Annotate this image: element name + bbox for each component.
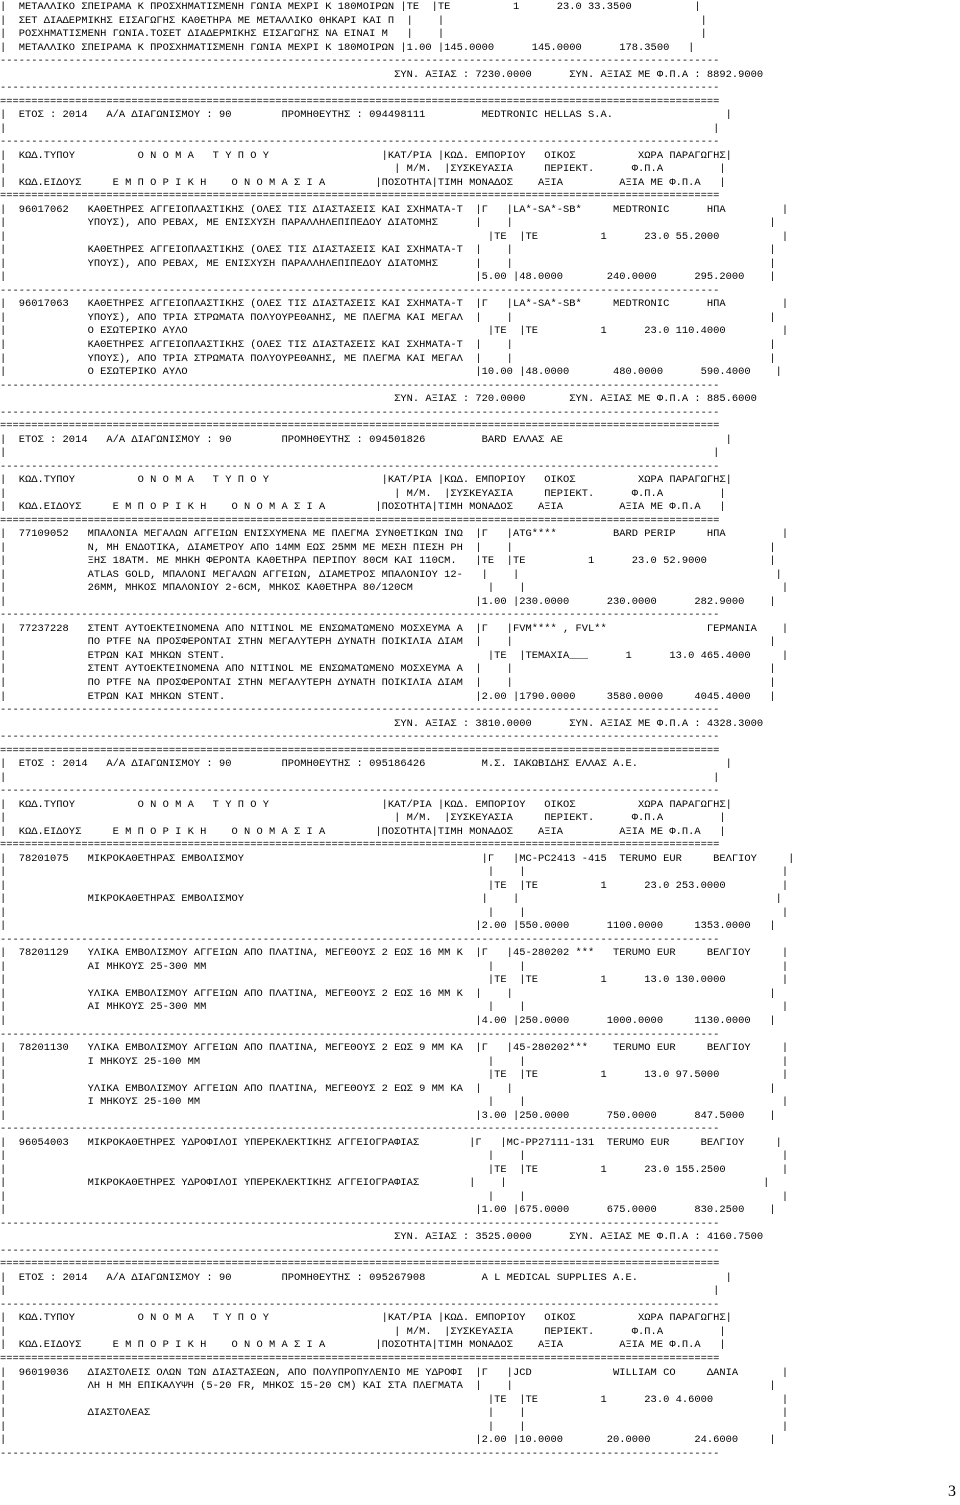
text-line: | ΚΑΘΕΤΗΡΕΣ ΑΓΓΕΙΟΠΛΑΣΤΙΚΗΣ (ΟΛΕΣ ΤΙΣ ΔΙΑΣΤΑΣΕΙΣ ΚΑΙ ΣΧΗΜΑΤΑ-Τ | | | xyxy=(0,244,776,257)
text-line: | |5.00 |48.0000 240.0000 295.2000 | xyxy=(0,271,776,284)
text-line: | 78201129 ΥΛΙΚΑ ΕΜΒΟΛΙΣΜΟΥ ΑΓΓΕΙΩΝ ΑΠΟ ΠΛΑΤΙΝΑ, ΜΕΓΕΘΟΥΣ 2 ΕΩΣ 16 ΜΜ Κ |Γ |45-280202 *** TERUMO EUR ΒΕΛΓΙΟΥ | xyxy=(0,947,789,960)
text-line: | ΚΩΔ.ΤΥΠΟΥ Ο Ν Ο Μ Α Τ Υ Π Ο Υ |ΚΑΤ/ΡΙΑ |ΚΩΔ. ΕΜΠΟΡΙΟΥ ΟΙΚΟΣ ΧΩΡΑ ΠΑΡΑΓΩΓΗΣ| xyxy=(0,1312,732,1325)
text-line: ------------------------------------------------------------------------------------------------------------------- xyxy=(0,731,720,744)
text-line: | |3.00 |250.0000 750.0000 847.5000 | xyxy=(0,1109,776,1122)
text-line: | ΕΤΟΣ : 2014 Α/Α ΔΙΑΓΩΝΙΣΜΟΥ : 90 ΠΡΟΜΗΘΕΥΤΗΣ : 094501826 BARD ΕΛΛΑΣ ΑΕ | xyxy=(0,433,732,446)
text-line: | ΜΕΤΑΛΛΙΚΟ ΣΠΕΙΡΑΜΑ Κ ΠΡΟΣΧΗΜΑΤΙΣΜΕΝΗ ΓΩΝΙΑ ΜΕΧΡΙ Κ 180ΜΟΙΡΩΝ |ΤΕ |ΤΕ 1 23.0 33.3500 | xyxy=(0,1,701,13)
text-line: | 77109052 ΜΠΑΛΟΝΙΑ ΜΕΓΑΛΩΝ ΑΓΓΕΙΩΝ ΕΝΙΣΧΥΜΕΝΑ ΜΕ ΠΛΕΓΜΑ ΣΥΝΘΕΤΙΚΩΝ ΙΝΩ |Γ |ATG**** BARD PERIP ΗΠΑ | xyxy=(0,528,789,541)
text-line: | Ι ΜΗΚΟΥΣ 25-100 ΜΜ | | | xyxy=(0,1096,789,1109)
text-line: ------------------------------------------------------------------------------------------------------------------- xyxy=(0,1244,720,1257)
text-line: | ΚΩΔ.ΕΙΔΟΥΣ Ε Μ Π Ο Ρ Ι Κ Η Ο Ν Ο Μ Α Σ Ι Α |ΠΟΣΟΤΗΤΑ|ΤΙΜΗ ΜΟΝΑΔΟΣ ΑΞΙΑ ΑΞΙΑ ΜΕ Φ.Π.Α | xyxy=(0,501,726,514)
text-line: ΣΥΝ. ΑΞΙΑΣ : 720.0000 ΣΥΝ. ΑΞΙΑΣ ΜΕ Φ.Π.Α : 885.6000 xyxy=(0,393,757,406)
text-line: =================================================================================================================== xyxy=(0,744,720,757)
text-line: ------------------------------------------------------------------------------------------------------------------- xyxy=(0,704,720,717)
text-line: | 96017063 ΚΑΘΕΤΗΡΕΣ ΑΓΓΕΙΟΠΛΑΣΤΙΚΗΣ (ΟΛΕΣ ΤΙΣ ΔΙΑΣΤΑΣΕΙΣ ΚΑΙ ΣΧΗΜΑΤΑ-Τ |Γ |LA*-SA*-SB* MEDTRONIC ΗΠΑ | xyxy=(0,298,789,311)
text-line: | ΠΟ PTFE ΝΑ ΠΡΟΣΦΕΡΟΝΤΑΙ ΣΤΗΝ ΜΕΓΑΛΥΤΕΡΗ ΔΥΝΑΤΗ ΠΟΙΚΙΛΙΑ ΔΙΑΜ | | | xyxy=(0,677,776,689)
text-line: | ΕΤΡΩΝ ΚΑΙ ΜΗΚΩΝ STENT. |ΤΕ |ΤΕΜΑΧΙΑ___ 1 13.0 465.4000 | xyxy=(0,649,789,662)
text-line: | ΚΩΔ.ΤΥΠΟΥ Ο Ν Ο Μ Α Τ Υ Π Ο Υ |ΚΑΤ/ΡΙΑ |ΚΩΔ. ΕΜΠΟΡΙΟΥ ΟΙΚΟΣ ΧΩΡΑ ΠΑΡΑΓΩΓΗΣ| xyxy=(0,798,732,811)
text-line: | 96054003 ΜΙΚΡΟΚΑΘΕΤΗΡΕΣ ΥΔΡΟΦΙΛΟΙ ΥΠΕΡΕΚΛΕΚΤΙΚΗΣ ΑΓΓΕΙΟΓΡΑΦΙΑΣ |Γ |MC-PP27111-131 TERUMO EUR ΒΕΛΓΙΟΥ | xyxy=(0,1136,782,1149)
text-line: | ΕΤΟΣ : 2014 Α/Α ΔΙΑΓΩΝΙΣΜΟΥ : 90 ΠΡΟΜΗΘΕΥΤΗΣ : 094498111 MEDTRONIC HELLAS S.A. | xyxy=(0,109,732,122)
text-line: | 96017062 ΚΑΘΕΤΗΡΕΣ ΑΓΓΕΙΟΠΛΑΣΤΙΚΗΣ (ΟΛΕΣ ΤΙΣ ΔΙΑΣΤΑΣΕΙΣ ΚΑΙ ΣΧΗΜΑΤΑ-Τ |Γ |LA*-SA*-SB* MEDTRONIC ΗΠΑ | xyxy=(0,203,789,216)
text-line: | ΥΛΙΚΑ ΕΜΒΟΛΙΣΜΟΥ ΑΓΓΕΙΩΝ ΑΠΟ ΠΛΑΤΙΝΑ, ΜΕΓΕΘΟΥΣ 2 ΕΩΣ 9 ΜΜ ΚΑ | | | xyxy=(0,1082,776,1095)
text-line: | 78201130 ΥΛΙΚΑ ΕΜΒΟΛΙΣΜΟΥ ΑΓΓΕΙΩΝ ΑΠΟ ΠΛΑΤΙΝΑ, ΜΕΓΕΘΟΥΣ 2 ΕΩΣ 9 ΜΜ ΚΑ |Γ |45-280202*** TERUMO EUR ΒΕΛΓΙΟΥ | xyxy=(0,1042,789,1055)
text-line: ------------------------------------------------------------------------------------------------------------------- xyxy=(0,1298,720,1311)
text-line: | ΚΩΔ.ΤΥΠΟΥ Ο Ν Ο Μ Α Τ Υ Π Ο Υ |ΚΑΤ/ΡΙΑ |ΚΩΔ. ΕΜΠΟΡΙΟΥ ΟΙΚΟΣ ΧΩΡΑ ΠΑΡΑΓΩΓΗΣ| xyxy=(0,474,732,487)
text-line: | | | | xyxy=(0,1150,789,1163)
text-line: | 78201075 ΜΙΚΡΟΚΑΘΕΤΗΡΑΣ ΕΜΒΟΛΙΣΜΟΥ |Γ |MC-PC2413 -415 TERUMO EUR ΒΕΛΓΙΟΥ | xyxy=(0,852,795,865)
text-line: | | Μ/Μ. |ΣΥΣΚΕΥΑΣΙΑ ΠΕΡΙΕΚΤ. Φ.Π.Α | xyxy=(0,163,726,176)
text-line: | |ΤΕ |ΤΕ 1 23.0 253.0000 | xyxy=(0,879,789,892)
text-line: | | Μ/Μ. |ΣΥΣΚΕΥΑΣΙΑ ΠΕΡΙΕΚΤ. Φ.Π.Α | xyxy=(0,487,726,500)
text-line: | |1.00 |230.0000 230.0000 282.9000 | xyxy=(0,595,776,608)
text-line: | Ο ΕΣΩΤΕΡΙΚΟ ΑΥΛΟ |ΤΕ |ΤΕ 1 23.0 110.4000 | xyxy=(0,325,789,338)
text-line: ------------------------------------------------------------------------------------------------------------------- xyxy=(0,136,720,149)
text-line: ------------------------------------------------------------------------------------------------------------------- xyxy=(0,1217,720,1230)
text-line: | ΜΙΚΡΟΚΑΘΕΤΗΡΑΣ ΕΜΒΟΛΙΣΜΟΥ | | | xyxy=(0,893,782,906)
text-line: | |2.00 |10.0000 20.0000 24.6000 | xyxy=(0,1434,776,1447)
text-line: ΣΥΝ. ΑΞΙΑΣ : 3525.0000 ΣΥΝ. ΑΞΙΑΣ ΜΕ Φ.Π.Α : 4160.7500 xyxy=(0,1231,764,1244)
text-line: | Ο ΕΣΩΤΕΡΙΚΟ ΑΥΛΟ |10.00 |48.0000 480.0000 590.4000 | xyxy=(0,366,782,379)
text-line: | |ΤΕ |ΤΕ 1 23.0 155.2500 | xyxy=(0,1163,789,1176)
text-line: | | xyxy=(0,447,720,460)
text-line: ------------------------------------------------------------------------------------------------------------------- xyxy=(0,379,720,392)
text-line: | ΞΗΣ 18ΑΤΜ. ΜΕ ΜΗΚΗ ΦΕΡΟΝΤΑ ΚΑΘΕΤΗΡΑ ΠΕΡΙΠΟΥ 80CM ΚΑΙ 110CM. |ΤΕ |ΤΕ 1 23.0 52.9000 | xyxy=(0,555,776,568)
text-line: | ΚΩΔ.ΤΥΠΟΥ Ο Ν Ο Μ Α Τ Υ Π Ο Υ |ΚΑΤ/ΡΙΑ |ΚΩΔ. ΕΜΠΟΡΙΟΥ ΟΙΚΟΣ ΧΩΡΑ ΠΑΡΑΓΩΓΗΣ| xyxy=(0,149,732,162)
text-line: | | xyxy=(0,122,720,135)
text-line: ------------------------------------------------------------------------------------------------------------------- xyxy=(0,609,720,622)
text-line: ------------------------------------------------------------------------------------------------------------------- xyxy=(0,785,720,798)
text-line: ------------------------------------------------------------------------------------------------------------------- xyxy=(0,460,720,473)
text-line: | ΜΕΤΑΛΛΙΚΟ ΣΠΕΙΡΑΜΑ Κ ΠΡΟΣΧΗΜΑΤΙΣΜΕΝΗ ΓΩΝΙΑ ΜΕΧΡΙ Κ 180ΜΟΙΡΩΝ |1.00 |145.0000 145.0000 178.3500 | xyxy=(0,41,695,54)
text-line: ------------------------------------------------------------------------------------------------------------------- xyxy=(0,55,720,68)
page-number: 3 xyxy=(948,1483,956,1500)
text-line: =================================================================================================================== xyxy=(0,190,720,203)
text-line: | | xyxy=(0,1285,720,1298)
text-line: | 96019036 ΔΙΑΣΤΟΛΕΙΣ ΟΛΩΝ ΤΩΝ ΔΙΑΣΤΑΣΕΩΝ, ΑΠΟ ΠΟΛΥΠΡΟΠΥΛΕΝΙΟ ΜΕ ΥΔΡΟΦΙ |Γ |JCD WILLIAM CO ΔΑΝΙΑ | xyxy=(0,1366,789,1379)
text-line: | |1.00 |675.0000 675.0000 830.2500 | xyxy=(0,1204,776,1217)
text-line: | ΣΕΤ ΔΙΑΔΕΡΜΙΚΗΣ ΕΙΣΑΓΩΓΗΣ ΚΑΘΕΤΗΡΑ ΜΕ ΜΕΤΑΛΛΙΚΟ ΘΗΚΑΡΙ ΚΑΙ Π | | | xyxy=(0,14,707,27)
text-line: | ΑΙ ΜΗΚΟΥΣ 25-300 ΜΜ | | | xyxy=(0,1001,789,1014)
text-line: ------------------------------------------------------------------------------------------------------------------- xyxy=(0,284,720,297)
text-line: | | Μ/Μ. |ΣΥΣΚΕΥΑΣΙΑ ΠΕΡΙΕΚΤ. Φ.Π.Α | xyxy=(0,1325,726,1338)
text-line: | |ΤΕ |ΤΕ 1 13.0 130.0000 | xyxy=(0,974,789,987)
text-line: | | | | xyxy=(0,1420,789,1433)
text-line: ------------------------------------------------------------------------------------------------------------------- xyxy=(0,1028,720,1041)
text-line: | ΚΩΔ.ΕΙΔΟΥΣ Ε Μ Π Ο Ρ Ι Κ Η Ο Ν Ο Μ Α Σ Ι Α |ΠΟΣΟΤΗΤΑ|ΤΙΜΗ ΜΟΝΑΔΟΣ ΑΞΙΑ ΑΞΙΑ ΜΕ Φ.Π.Α | xyxy=(0,1339,726,1352)
text-line: | ΛΗ Η ΜΗ ΕΠΙΚΑΛΥΨΗ (5-20 FR, ΜΗΚΟΣ 15-20 CM) ΚΑΙ ΣΤΑ ΠΛΕΓΜΑΤΑ | | | xyxy=(0,1380,776,1393)
text-line: | ΥΠΟΥΣ), ΑΠΟ PEBAX, ΜΕ ΕΝΙΣΧΥΣΗ ΠΑΡΑΛΛΗΛΕΠΙΠΕΔΟΥ ΔΙΑΤΟΜΗΣ | | | xyxy=(0,217,776,230)
text-line: | ΕΤΟΣ : 2014 Α/Α ΔΙΑΓΩΝΙΣΜΟΥ : 90 ΠΡΟΜΗΘΕΥΤΗΣ : 095186426 Μ.Σ. ΙΑΚΩΒΙΔΗΣ ΕΛΛΑΣ Α.Ε. | xyxy=(0,758,732,771)
text-line: | |ΤΕ |ΤΕ 1 23.0 4.6000 | xyxy=(0,1393,789,1406)
text-line: | ΑΙ ΜΗΚΟΥΣ 25-300 ΜΜ | | | xyxy=(0,960,789,973)
text-line: | | | | xyxy=(0,906,789,919)
text-line: | ΚΩΔ.ΕΙΔΟΥΣ Ε Μ Π Ο Ρ Ι Κ Η Ο Ν Ο Μ Α Σ Ι Α |ΠΟΣΟΤΗΤΑ|ΤΙΜΗ ΜΟΝΑΔΟΣ ΑΞΙΑ ΑΞΙΑ ΜΕ Φ.Π.Α | xyxy=(0,176,726,189)
text-line: ------------------------------------------------------------------------------------------------------------------- xyxy=(0,82,720,95)
text-line: | ATLAS GOLD, ΜΠΑΛΟΝΙ ΜΕΓΑΛΩΝ ΑΓΓΕΙΩΝ, ΔΙΑΜΕΤΡΟΣ ΜΠΑΛΟΝΙΟΥ 12- | | | xyxy=(0,568,782,581)
text-line: | ΚΑΘΕΤΗΡΕΣ ΑΓΓΕΙΟΠΛΑΣΤΙΚΗΣ (ΟΛΕΣ ΤΙΣ ΔΙΑΣΤΑΣΕΙΣ ΚΑΙ ΣΧΗΜΑΤΑ-Τ | | | xyxy=(0,339,776,351)
text-line: ------------------------------------------------------------------------------------------------------------------- xyxy=(0,406,720,419)
text-line: | ΥΛΙΚΑ ΕΜΒΟΛΙΣΜΟΥ ΑΓΓΕΙΩΝ ΑΠΟ ΠΛΑΤΙΝΑ, ΜΕΓΕΘΟΥΣ 2 ΕΩΣ 16 ΜΜ Κ | | | xyxy=(0,987,776,1000)
text-line: =================================================================================================================== xyxy=(0,1258,720,1271)
text-line: | ΥΠΟΥΣ), ΑΠΟ ΤΡΙΑ ΣΤΡΩΜΑΤΑ ΠΟΛΥΟΥΡΕΘΑΝΗΣ, ΜΕ ΠΛΕΓΜΑ ΚΑΙ ΜΕΓΑΛ | | | xyxy=(0,311,776,324)
text-line: =================================================================================================================== xyxy=(0,95,720,108)
text-line: | |4.00 |250.0000 1000.0000 1130.0000 | xyxy=(0,1015,776,1027)
text-line: | 26ΜΜ, ΜΗΚΟΣ ΜΠΑΛΟΝΙΟΥ 2-6CM, ΜΗΚΟΣ ΚΑΘΕΤΗΡΑ 80/120CM | | | xyxy=(0,582,789,595)
text-line: | ΣΤΕΝΤ ΑΥΤΟΕΚΤΕΙΝΟΜΕΝΑ ΑΠΟ NITINOL ΜΕ ΕΝΣΩΜΑΤΩΜΕΝΟ ΜΟΣΧΕΥΜΑ Α | | | xyxy=(0,663,776,676)
text-line: =================================================================================================================== xyxy=(0,839,720,852)
text-line: | ΕΤΟΣ : 2014 Α/Α ΔΙΑΓΩΝΙΣΜΟΥ : 90 ΠΡΟΜΗΘΕΥΤΗΣ : 095267908 A L MEDICAL SUPPLIES A.E. | xyxy=(0,1271,732,1284)
text-line: | ΥΠΟΥΣ), ΑΠΟ PEBAX, ΜΕ ΕΝΙΣΧΥΣΗ ΠΑΡΑΛΛΗΛΕΠΙΠΕΔΟΥ ΔΙΑΤΟΜΗΣ | | | xyxy=(0,257,776,270)
text-line: | 77237228 ΣΤΕΝΤ ΑΥΤΟΕΚΤΕΙΝΟΜΕΝΑ ΑΠΟ NITINOL ΜΕ ΕΝΣΩΜΑΤΩΜΕΝΟ ΜΟΣΧΕΥΜΑ Α |Γ |FVM**** , FVL** ΓΕΡΜΑΝΙΑ | xyxy=(0,622,789,635)
text-line: | ΚΩΔ.ΕΙΔΟΥΣ Ε Μ Π Ο Ρ Ι Κ Η Ο Ν Ο Μ Α Σ Ι Α |ΠΟΣΟΤΗΤΑ|ΤΙΜΗ ΜΟΝΑΔΟΣ ΑΞΙΑ ΑΞΙΑ ΜΕ Φ.Π.Α | xyxy=(0,825,726,838)
text-line: | |2.00 |550.0000 1100.0000 1353.0000 | xyxy=(0,920,776,933)
text-line: ------------------------------------------------------------------------------------------------------------------- xyxy=(0,933,720,946)
text-line: | ΕΤΡΩΝ ΚΑΙ ΜΗΚΩΝ STENT. |2.00 |1790.0000 3580.0000 4045.4000 | xyxy=(0,690,776,703)
text-line: | | | | xyxy=(0,866,789,879)
text-line: =================================================================================================================== xyxy=(0,514,720,527)
text-line: | ΜΙΚΡΟΚΑΘΕΤΗΡΕΣ ΥΔΡΟΦΙΛΟΙ ΥΠΕΡΕΚΛΕΚΤΙΚΗΣ ΑΓΓΕΙΟΓΡΑΦΙΑΣ | | | xyxy=(0,1177,770,1190)
text-line: ΣΥΝ. ΑΞΙΑΣ : 7230.0000 ΣΥΝ. ΑΞΙΑΣ ΜΕ Φ.Π.Α : 8892.9000 xyxy=(0,68,764,81)
text-line: | ΡΟΣΧΗΜΑΤΙΣΜΕΝΗ ΓΩΝΙΑ.ΤΟΣΕΤ ΔΙΑΔΕΡΜΙΚΗΣ ΕΙΣΑΓΩΓΗΣ ΝΑ ΕΙΝΑΙ Μ | | | xyxy=(0,28,707,41)
text-line: | ΥΠΟΥΣ), ΑΠΟ ΤΡΙΑ ΣΤΡΩΜΑΤΑ ΠΟΛΥΟΥΡΕΘΑΝΗΣ, ΜΕ ΠΛΕΓΜΑ ΚΑΙ ΜΕΓΑΛ | | | xyxy=(0,352,776,365)
text-line: | Ι ΜΗΚΟΥΣ 25-100 ΜΜ | | | xyxy=(0,1055,789,1068)
text-line: =================================================================================================================== xyxy=(0,420,720,433)
text-line: =================================================================================================================== xyxy=(0,1353,720,1365)
text-line: ------------------------------------------------------------------------------------------------------------------- xyxy=(0,1123,720,1136)
text-line: | ΠΟ PTFE ΝΑ ΠΡΟΣΦΕΡΟΝΤΑΙ ΣΤΗΝ ΜΕΓΑΛΥΤΕΡΗ ΔΥΝΑΤΗ ΠΟΙΚΙΛΙΑ ΔΙΑΜ | | | xyxy=(0,636,776,649)
text-line: | |ΤΕ |ΤΕ 1 13.0 97.5000 | xyxy=(0,1069,789,1082)
text-line: | | Μ/Μ. |ΣΥΣΚΕΥΑΣΙΑ ΠΕΡΙΕΚΤ. Φ.Π.Α | xyxy=(0,812,726,825)
text-line: | ΔΙΑΣΤΟΛΕΑΣ | | | xyxy=(0,1407,789,1420)
text-line: | Ν, ΜΗ ΕΝΔΟΤΙΚΑ, ΔΙΑΜΕΤΡΟΥ ΑΠΟ 14ΜΜ ΕΩΣ 25ΜΜ ΜΕ ΜΕΣΗ ΠΙΕΣΗ ΡΗ | | | xyxy=(0,541,776,554)
text-line: | | xyxy=(0,771,720,784)
text-line: ------------------------------------------------------------------------------------------------------------------- xyxy=(0,1447,720,1460)
text-line: | | | | xyxy=(0,1190,789,1203)
text-line: | |ΤΕ |ΤΕ 1 23.0 55.2000 | xyxy=(0,230,789,243)
text-line: ΣΥΝ. ΑΞΙΑΣ : 3810.0000 ΣΥΝ. ΑΞΙΑΣ ΜΕ Φ.Π.Α : 4328.3000 xyxy=(0,717,764,730)
